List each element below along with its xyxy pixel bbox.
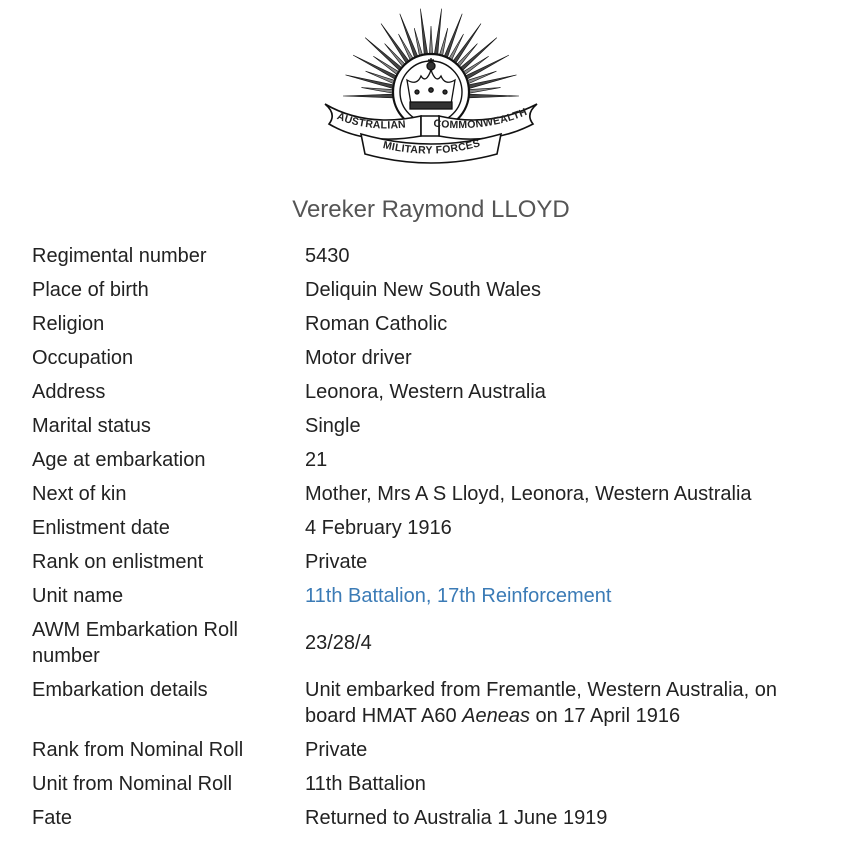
field-value: Leonora, Western Australia — [305, 381, 546, 403]
field-value: 4 February 1916 — [305, 517, 452, 539]
field-value: Motor driver — [305, 347, 412, 369]
record-row-address — [32, 375, 832, 409]
field-value: Returned to Australia 1 June 1919 — [305, 807, 608, 829]
field-label: AWM Embarkation Roll number — [32, 619, 238, 667]
field-value: Single — [305, 415, 361, 437]
field-label: Rank on enlistment — [32, 551, 204, 573]
field-value — [305, 583, 832, 609]
field-label: Embarkation details — [32, 679, 208, 701]
rising-sun-badge-icon — [321, 4, 541, 164]
ship-name: Aeneas — [462, 705, 530, 727]
field-value: 21 — [305, 449, 328, 471]
record-row-religion — [32, 307, 832, 341]
field-value: Roman Catholic — [305, 313, 448, 335]
record-row-age-at-embarkation — [32, 443, 832, 477]
field-value: 11th Battalion — [305, 773, 426, 795]
field-label: Marital status — [32, 415, 151, 437]
field-value: Private — [305, 551, 368, 573]
record-row-rank-nominal-roll — [32, 733, 832, 767]
field-value: Mother, Mrs A S Lloyd, Leonora, Western Australia — [305, 483, 752, 505]
field-value: 5430 — [305, 245, 350, 267]
record-row-unit-nominal-roll — [32, 767, 832, 801]
record-row-marital-status — [32, 409, 832, 443]
embarkation-text: Unit embarked from Fremantle, Western Australia, on board HMAT A60 — [305, 679, 778, 727]
field-label: Age at embarkation — [32, 449, 206, 471]
field-label: Occupation — [32, 347, 134, 369]
record-row-rank-on-enlistment — [32, 545, 832, 579]
field-value: 23/28/4 — [305, 632, 372, 654]
field-label: Fate — [32, 807, 73, 829]
unit-name-link[interactable]: 11th Battalion, 17th Reinforcement — [305, 585, 612, 607]
field-value: Deliquin New South Wales — [305, 279, 542, 301]
embarkation-date-text: on 17 April 1916 — [529, 705, 681, 727]
field-label: Religion — [32, 313, 105, 335]
record-row-place-of-birth — [32, 273, 832, 307]
field-value: Private — [305, 739, 368, 761]
field-label: Unit name — [32, 585, 124, 607]
person-name-heading: Vereker Raymond LLOYD — [292, 196, 570, 223]
field-label: Enlistment date — [32, 517, 170, 539]
svg-text:COMMONWEALTH: COMMONWEALTH — [432, 106, 529, 132]
record-row-awm-roll-number — [32, 613, 832, 673]
record-row-unit-name — [32, 579, 832, 613]
record-row-fate — [32, 801, 832, 835]
field-label: Regimental number — [32, 245, 207, 267]
record-row-regimental-number — [32, 239, 832, 273]
service-record-table — [32, 239, 832, 835]
field-label: Rank from Nominal Roll — [32, 739, 244, 761]
field-value — [305, 677, 832, 729]
field-label: Address — [32, 381, 106, 403]
record-row-next-of-kin — [32, 477, 832, 511]
svg-text:AUSTRALIAN: AUSTRALIAN — [335, 110, 407, 132]
field-label: Place of birth — [32, 279, 149, 301]
record-row-enlistment-date — [32, 511, 832, 545]
svg-text:MILITARY FORCES: MILITARY FORCES — [381, 137, 482, 157]
record-row-embarkation-details — [32, 673, 832, 733]
field-label: Unit from Nominal Roll — [32, 773, 233, 795]
field-label: Next of kin — [32, 483, 127, 505]
record-row-occupation — [32, 341, 832, 375]
